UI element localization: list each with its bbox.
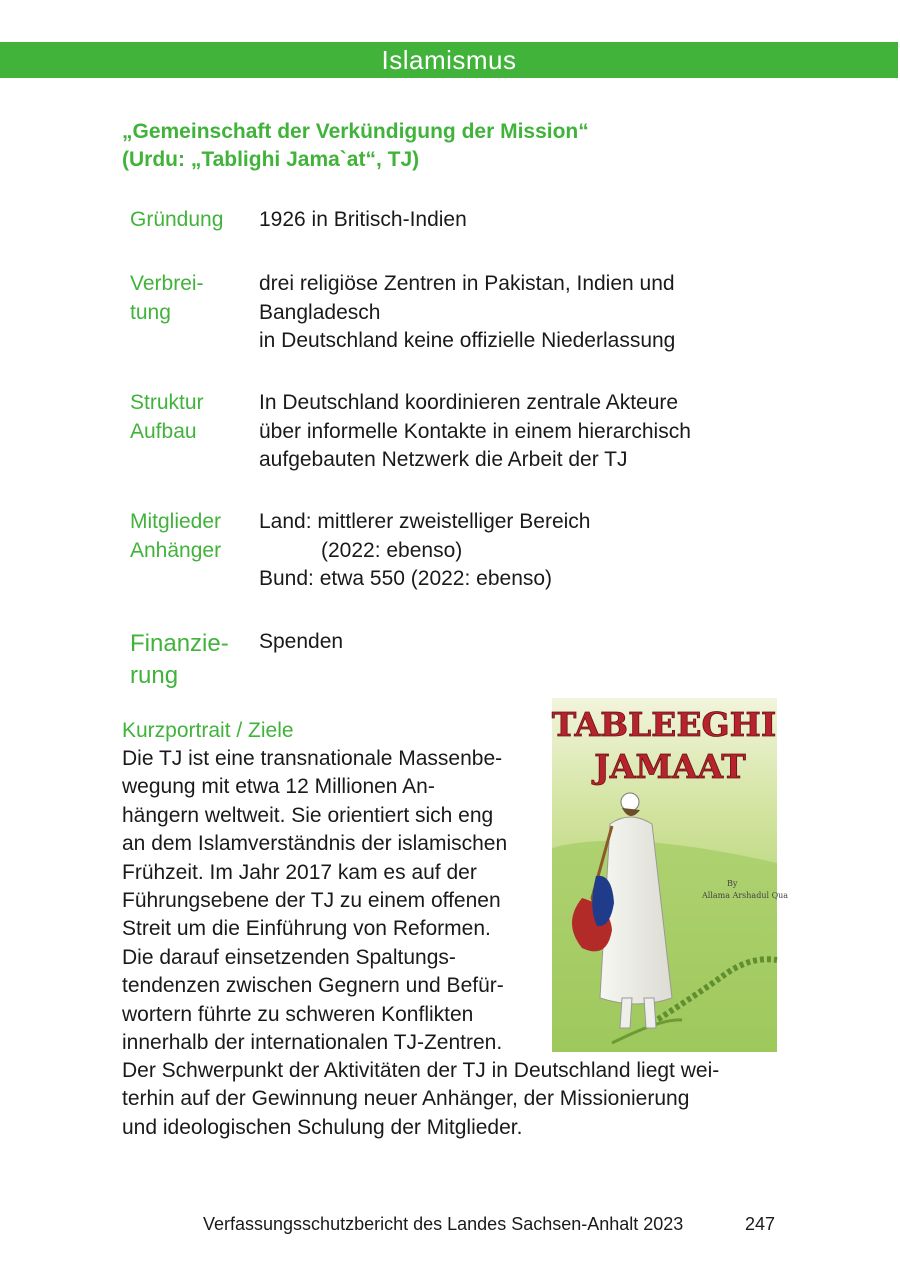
fact-value-line: In Deutschland koordinieren zentrale Akteure bbox=[259, 391, 679, 414]
page-number: 247 bbox=[745, 1214, 776, 1234]
paragraph-line: wortern führte zu schweren Konflikten bbox=[122, 1002, 474, 1026]
section-title: Islamismus bbox=[381, 45, 517, 75]
cover-author: Allama Arshadul Qua bbox=[702, 891, 789, 900]
paragraph-line: Führungsebene der TJ zu einem offenen bbox=[122, 889, 501, 913]
fact-label-line: Struktur bbox=[130, 391, 204, 414]
paragraph-line: Frühzeit. Im Jahr 2017 kam es auf der bbox=[122, 860, 477, 884]
paragraph-line: innerhalb der internationalen TJ-Zentren. bbox=[122, 1031, 503, 1055]
fact-label bbox=[130, 628, 250, 692]
fact-value-line: Bangladesch bbox=[259, 300, 381, 324]
fact-value-line: aufgebauten Netzwerk die Arbeit der TJ bbox=[259, 448, 628, 471]
fact-label-line: Anhänger bbox=[130, 538, 222, 562]
fact-label-line: rung bbox=[130, 662, 179, 689]
fact-value: Spenden bbox=[259, 630, 344, 653]
paragraph-line: tendenzen zwischen Gegnern und Befür- bbox=[122, 974, 504, 998]
paragraph-line: terhin auf der Gewinnung neuer Anhänger, der Missionierung bbox=[122, 1087, 690, 1111]
fact-value-line: über informelle Kontakte in einem hierarchisch bbox=[259, 419, 691, 443]
fact-label-line: Mitglieder bbox=[130, 510, 222, 533]
fact-label bbox=[130, 389, 250, 446]
fact-value bbox=[259, 270, 779, 356]
book-cover-image bbox=[551, 698, 789, 1052]
fact-value-line: drei religiöse Zentren in Pakistan, Indien und bbox=[259, 272, 675, 295]
portrait-paragraph-continued bbox=[122, 1057, 782, 1142]
title-line-1: „Gemeinschaft der Verkündigung der Mission“ bbox=[122, 120, 589, 143]
paragraph-line: Die darauf einsetzenden Spaltungs- bbox=[122, 945, 456, 969]
paragraph-line: Der Schwerpunkt der Aktivitäten der TJ in Deutschland liegt wei- bbox=[122, 1059, 720, 1082]
paragraph-line: hängern weltweit. Sie orientiert sich eng bbox=[122, 803, 494, 827]
paragraph-line: wegung mit etwa 12 Millionen An- bbox=[122, 775, 435, 799]
fact-label-line: tung bbox=[130, 300, 171, 324]
fact-label-line: Verbrei- bbox=[130, 272, 204, 295]
fact-label-line: Finanzie- bbox=[130, 630, 229, 657]
footer-text: Verfassungsschutzbericht des Landes Sachsen-Anhalt 2023 bbox=[203, 1214, 684, 1234]
paragraph-line: Streit um die Einführung von Reformen. bbox=[122, 917, 491, 941]
fact-value-line: in Deutschland keine offizielle Niederlassung bbox=[259, 329, 676, 352]
fact-label bbox=[130, 270, 250, 327]
fact-value bbox=[259, 389, 779, 475]
fact-value bbox=[259, 508, 779, 594]
portrait-heading: Kurzportrait / Ziele bbox=[122, 719, 294, 742]
portrait-paragraph bbox=[122, 745, 547, 1057]
fact-label-line: Aufbau bbox=[130, 419, 197, 443]
section-banner bbox=[0, 42, 898, 78]
organization-title bbox=[122, 118, 782, 174]
cover-by: By bbox=[727, 879, 738, 888]
fact-label: Gründung bbox=[130, 208, 224, 231]
fact-value-line: Bund: etwa 550 (2022: ebenso) bbox=[259, 567, 553, 590]
title-line-2: (Urdu: „Tablighi Jama`at“, TJ) bbox=[122, 148, 420, 171]
paragraph-line: an dem Islamverständnis der islamischen bbox=[122, 832, 508, 856]
fact-value-line: Land: mittlerer zweistelliger Bereich bbox=[259, 510, 591, 533]
fact-value: 1926 in Britisch-Indien bbox=[259, 208, 467, 231]
cover-title-line-1: TABLEEGHI bbox=[551, 705, 777, 744]
fact-label bbox=[130, 508, 250, 565]
paragraph-line: Die TJ ist eine transnationale Massenbe- bbox=[122, 747, 503, 770]
fact-value-line: (2022: ebenso) bbox=[321, 538, 463, 562]
paragraph-line: und ideologischen Schulung der Mitglieder. bbox=[122, 1115, 523, 1139]
cover-title-line-2: JAMAAT bbox=[594, 747, 746, 786]
